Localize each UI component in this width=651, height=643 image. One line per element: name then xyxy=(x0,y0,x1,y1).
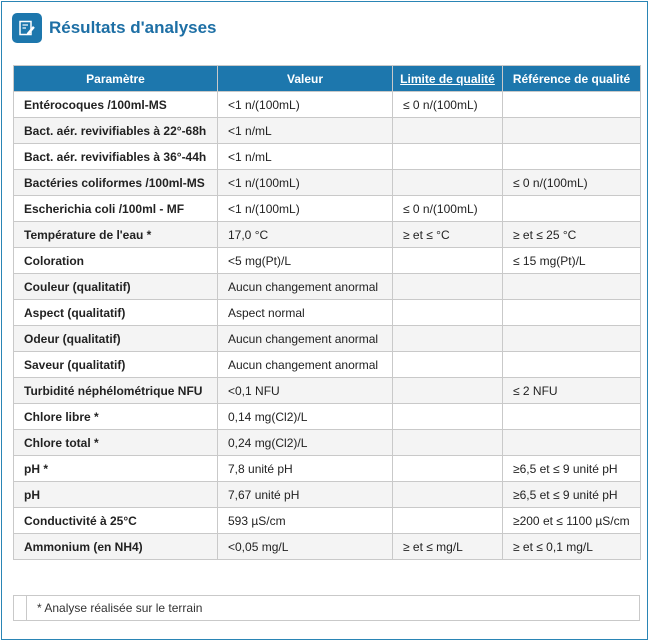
cell-limite xyxy=(393,508,503,534)
cell-valeur: 593 µS/cm xyxy=(218,508,393,534)
table-row xyxy=(14,378,641,404)
footnote-box xyxy=(13,595,640,621)
results-panel xyxy=(1,1,648,640)
cell-valeur: <1 n/mL xyxy=(218,144,393,170)
cell-parametre: Ammonium (en NH4) xyxy=(14,534,218,560)
cell-valeur: <0,1 NFU xyxy=(218,378,393,404)
cell-parametre: Bact. aér. revivifiables à 36°-44h xyxy=(14,144,218,170)
table-row xyxy=(14,482,641,508)
cell-reference: ≥ et ≤ 0,1 mg/L xyxy=(503,534,641,560)
cell-parametre: Bact. aér. revivifiables à 22°-68h xyxy=(14,118,218,144)
cell-reference: ≥6,5 et ≤ 9 unité pH xyxy=(503,482,641,508)
cell-limite xyxy=(393,300,503,326)
cell-valeur: 7,67 unité pH xyxy=(218,482,393,508)
page-title: Résultats d'analyses xyxy=(49,18,217,37)
cell-limite: ≤ 0 n/(100mL) xyxy=(393,196,503,222)
cell-parametre: Bactéries coliformes /100ml-MS xyxy=(14,170,218,196)
table-row xyxy=(14,92,641,118)
cell-limite xyxy=(393,248,503,274)
cell-reference: ≤ 0 n/(100mL) xyxy=(503,170,641,196)
cell-reference xyxy=(503,92,641,118)
cell-limite: ≥ et ≤ °C xyxy=(393,222,503,248)
cell-parametre: Aspect (qualitatif) xyxy=(14,300,218,326)
cell-limite xyxy=(393,456,503,482)
cell-valeur: Aucun changement anormal xyxy=(218,274,393,300)
cell-reference xyxy=(503,144,641,170)
cell-parametre: Couleur (qualitatif) xyxy=(14,274,218,300)
cell-valeur: 17,0 °C xyxy=(218,222,393,248)
cell-reference xyxy=(503,274,641,300)
table-row xyxy=(14,430,641,456)
cell-reference xyxy=(503,352,641,378)
footnote-spacer xyxy=(14,596,27,620)
cell-valeur: 0,24 mg(Cl2)/L xyxy=(218,430,393,456)
cell-limite xyxy=(393,118,503,144)
cell-limite xyxy=(393,352,503,378)
cell-limite xyxy=(393,378,503,404)
cell-reference: ≤ 2 NFU xyxy=(503,378,641,404)
cell-reference: ≤ 15 mg(Pt)/L xyxy=(503,248,641,274)
table-row xyxy=(14,274,641,300)
table-row xyxy=(14,170,641,196)
cell-parametre: Chlore total * xyxy=(14,430,218,456)
cell-limite xyxy=(393,430,503,456)
cell-limite xyxy=(393,144,503,170)
cell-reference xyxy=(503,404,641,430)
table-row xyxy=(14,404,641,430)
table-row xyxy=(14,196,641,222)
panel-header xyxy=(12,12,217,44)
cell-parametre: pH * xyxy=(14,456,218,482)
cell-limite: ≤ 0 n/(100mL) xyxy=(393,92,503,118)
cell-parametre: Température de l'eau * xyxy=(14,222,218,248)
cell-parametre: Entérocoques /100ml-MS xyxy=(14,92,218,118)
cell-parametre: Conductivité à 25°C xyxy=(14,508,218,534)
cell-limite xyxy=(393,482,503,508)
table-row xyxy=(14,222,641,248)
cell-parametre: Escherichia coli /100ml - MF xyxy=(14,196,218,222)
column-header-reference: Référence de qualité xyxy=(503,66,641,92)
cell-valeur: <1 n/mL xyxy=(218,118,393,144)
column-header-valeur: Valeur xyxy=(218,66,393,92)
edit-document-icon xyxy=(12,13,42,43)
cell-limite xyxy=(393,404,503,430)
cell-valeur: <5 mg(Pt)/L xyxy=(218,248,393,274)
cell-reference xyxy=(503,300,641,326)
table-row xyxy=(14,248,641,274)
cell-reference xyxy=(503,326,641,352)
cell-valeur: <1 n/(100mL) xyxy=(218,92,393,118)
cell-valeur: 0,14 mg(Cl2)/L xyxy=(218,404,393,430)
cell-limite xyxy=(393,326,503,352)
cell-parametre: Odeur (qualitatif) xyxy=(14,326,218,352)
table-row xyxy=(14,118,641,144)
cell-parametre: Turbidité néphélométrique NFU xyxy=(14,378,218,404)
table-row xyxy=(14,300,641,326)
cell-parametre: Chlore libre * xyxy=(14,404,218,430)
table-row xyxy=(14,456,641,482)
results-table xyxy=(13,65,641,560)
cell-valeur: <0,05 mg/L xyxy=(218,534,393,560)
footnote-text: * Analyse réalisée sur le terrain xyxy=(37,601,203,615)
table-row xyxy=(14,352,641,378)
cell-limite xyxy=(393,170,503,196)
cell-limite xyxy=(393,274,503,300)
cell-limite: ≥ et ≤ mg/L xyxy=(393,534,503,560)
cell-parametre: Saveur (qualitatif) xyxy=(14,352,218,378)
cell-valeur: <1 n/(100mL) xyxy=(218,170,393,196)
cell-reference xyxy=(503,196,641,222)
column-header-limite-link[interactable]: Limite de qualité xyxy=(393,66,503,92)
cell-reference: ≥200 et ≤ 1100 µS/cm xyxy=(503,508,641,534)
cell-valeur: 7,8 unité pH xyxy=(218,456,393,482)
cell-valeur: Aspect normal xyxy=(218,300,393,326)
cell-valeur: Aucun changement anormal xyxy=(218,352,393,378)
column-header-parametre: Paramètre xyxy=(14,66,218,92)
cell-reference: ≥6,5 et ≤ 9 unité pH xyxy=(503,456,641,482)
cell-reference xyxy=(503,430,641,456)
table-row xyxy=(14,508,641,534)
cell-reference xyxy=(503,118,641,144)
table-row xyxy=(14,144,641,170)
cell-parametre: Coloration xyxy=(14,248,218,274)
table-row xyxy=(14,326,641,352)
cell-valeur: <1 n/(100mL) xyxy=(218,196,393,222)
cell-valeur: Aucun changement anormal xyxy=(218,326,393,352)
table-row xyxy=(14,534,641,560)
table-header-row xyxy=(14,66,641,92)
cell-parametre: pH xyxy=(14,482,218,508)
cell-reference: ≥ et ≤ 25 °C xyxy=(503,222,641,248)
